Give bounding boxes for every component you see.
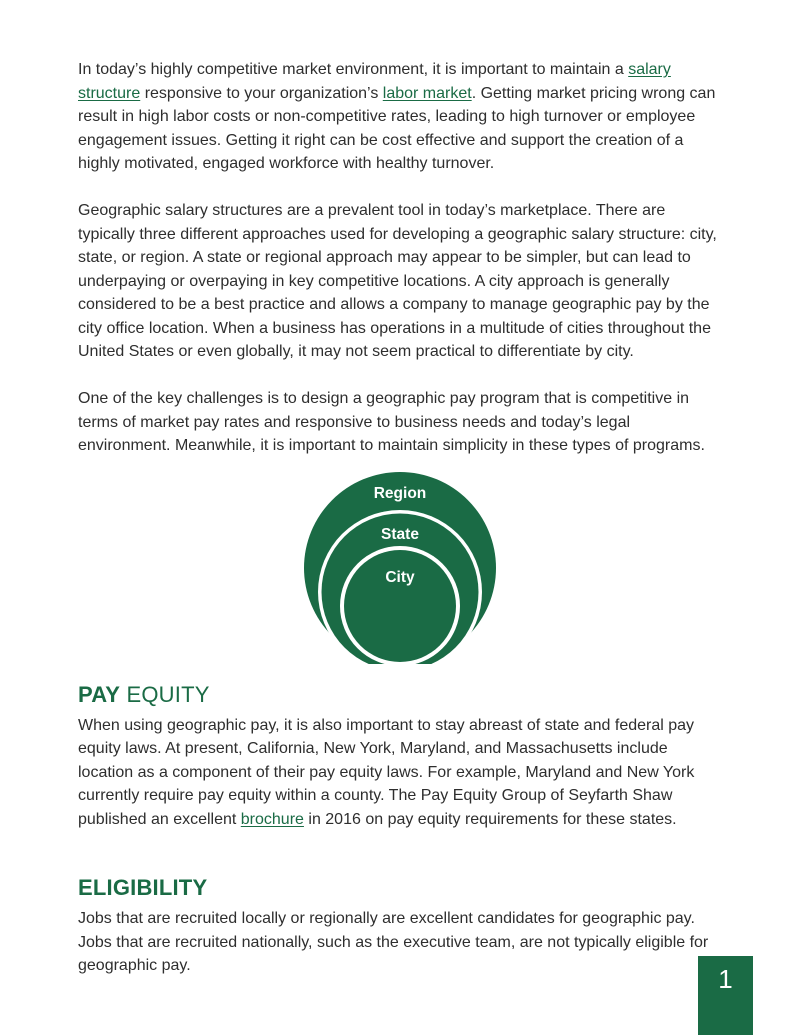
pay-equity-paragraph — [78, 714, 723, 832]
nested-circles-diagram — [301, 472, 499, 664]
eligibility-heading-text: ELIGIBILITY — [78, 875, 208, 900]
pay-equity-heading-bold: PAY — [78, 681, 121, 707]
intro-paragraph-1 — [78, 58, 723, 176]
eligibility-heading — [78, 875, 723, 901]
labor-market-link[interactable]: labor market — [382, 84, 472, 102]
page-number-badge — [698, 956, 753, 1035]
city-circle — [344, 550, 456, 662]
pay-equity-text-segment: in 2016 on pay equity requirements for these states. — [303, 810, 677, 828]
salary-structure-link[interactable]: salary structure — [78, 61, 671, 102]
paragraph-gap — [78, 176, 723, 200]
geography-diagram — [78, 472, 723, 668]
eligibility-paragraph: Jobs that are recruited locally or regionally are excellent candidates for geographic pay. Jobs that are recruited nationally, such as the executive team, are not typically eligible for geographic pay. — [78, 910, 709, 974]
intro-text-segment: In today’s highly competitive market environment, it is important to maintain a — [78, 61, 629, 78]
intro-paragraph-2: Geographic salary structures are a prevalent tool in today’s marketplace. There are typically three different approaches used for developing a geographic salary structure: city, state, or region. A state or regional approach may appear to be simpler, but can lead to underpaying or overpaying in key competitive locations. A city approach is generally considered to be a best practice and allows a company to manage geographic pay by the city office location. When a business has operations in a multitude of cities throughout the United States or even globally, it may not seem practical to differentiate by city. — [78, 202, 717, 360]
intro-text-segment: responsive to your organization’s — [140, 84, 383, 102]
paragraph-gap — [78, 364, 723, 388]
section-gap — [78, 831, 723, 861]
region-label: Region — [373, 484, 427, 502]
pay-equity-text-segment: When using geographic pay, it is also important to stay abreast of state and federal pay equity laws. At present, California, New York, Maryland, and Massachusetts include location as a component of their pay equity laws. For example, Maryland and New York currently require pay equity within a county. The Pay Equity Group of Seyfarth Shaw published an excellent — [78, 716, 695, 828]
state-label: State — [381, 525, 419, 543]
page-content — [78, 58, 723, 978]
intro-text-segment: . Getting market pricing wrong can result in high labor costs or non-competitive rates, leading to high turnover or employee engagement issues. Getting it right can be cost effective and support the creation of a highly motivated, engaged workforce with healthy turnover. — [78, 84, 716, 172]
pay-equity-heading-rest: EQUITY — [120, 681, 210, 707]
brochure-link[interactable]: brochure — [240, 810, 304, 828]
page-number: 1 — [718, 964, 733, 994]
intro-paragraph-3: One of the key challenges is to design a geographic pay program that is competitive in terms of market pay rates and responsive to business needs and today’s legal environment. Meanwhile, it is important to maintain simplicity in these types of programs. — [78, 390, 705, 454]
pay-equity-heading — [78, 682, 723, 708]
city-label: City — [385, 568, 415, 586]
